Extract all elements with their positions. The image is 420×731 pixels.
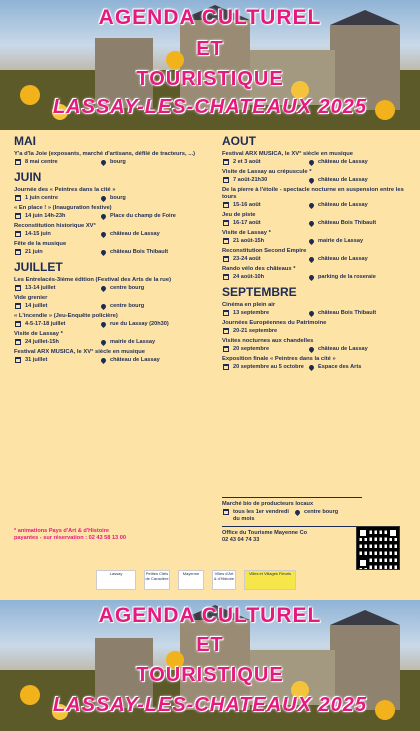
event-place: rue du Lassay (20h30) bbox=[110, 321, 169, 327]
reservation-note bbox=[14, 528, 214, 542]
location-pin-icon bbox=[307, 346, 315, 352]
event-item bbox=[14, 349, 214, 364]
event-title: Jeu de piste bbox=[222, 212, 256, 218]
location-pin-icon bbox=[307, 310, 315, 316]
event-place: mairie de Lassay bbox=[110, 339, 156, 345]
event-item bbox=[222, 151, 418, 166]
calendar-icon bbox=[222, 274, 230, 280]
footer-title-line1: AGENDA CULTUREL bbox=[98, 604, 322, 627]
header-title-line4: LASSAY-LES-CHATEAUX 2025 bbox=[52, 96, 368, 118]
event-place: bourg bbox=[110, 159, 126, 165]
event-date: 13 septembre bbox=[233, 310, 270, 316]
event-date: 24 juillet-15h bbox=[25, 339, 59, 345]
event-date: 4-5-17-18 juillet bbox=[25, 321, 66, 327]
event-title: Rando vélo des châteaux * bbox=[222, 266, 296, 272]
event-title: Visite de Lassay * bbox=[14, 331, 63, 337]
market-date: tous les 1er vendredi du mois bbox=[233, 509, 289, 522]
event-item bbox=[14, 277, 214, 292]
calendar-icon bbox=[222, 159, 230, 165]
event-place: château Bois Thibault bbox=[110, 249, 169, 255]
calendar-icon bbox=[14, 285, 22, 291]
calendar-icon bbox=[222, 328, 230, 334]
event-title: Journées Européennes du Patrimoine bbox=[222, 320, 327, 326]
calendar-icon bbox=[14, 213, 22, 219]
event-date: 14 juin 14h-23h bbox=[25, 213, 66, 219]
event-place: château de Lassay bbox=[318, 177, 368, 183]
event-date: 2 et 3 août bbox=[233, 159, 261, 165]
event-date: 7 août-21h30 bbox=[233, 177, 268, 183]
calendar-icon bbox=[14, 303, 22, 309]
event-date: 31 juillet bbox=[25, 357, 48, 363]
location-pin-icon bbox=[99, 285, 107, 291]
calendar-icon bbox=[14, 339, 22, 345]
footer-banner bbox=[0, 600, 420, 731]
divider bbox=[222, 526, 362, 527]
event-item bbox=[14, 295, 214, 310]
logo-villes-fleuris: Villes et Villages Fleuris bbox=[244, 570, 296, 590]
event-place: château Bois Thibault bbox=[318, 220, 377, 226]
event-title: Visites nocturnes aux chandelles bbox=[222, 338, 314, 344]
event-date: 20-21 septembre bbox=[233, 328, 278, 334]
left-column bbox=[14, 130, 214, 364]
calendar-icon bbox=[222, 364, 230, 370]
calendar-icon bbox=[222, 310, 230, 316]
event-place: château Bois Thibault bbox=[318, 310, 377, 316]
month-heading-septembre: SEPTEMBRE bbox=[222, 285, 297, 299]
event-title: Festival ARX MUSICA, le XV° siècle en musique bbox=[14, 349, 145, 355]
event-date: 16-17 août bbox=[233, 220, 261, 226]
event-date: 8 mai centre bbox=[25, 159, 58, 165]
calendar-icon bbox=[14, 357, 22, 363]
market-title: Marché bio de producteurs locaux bbox=[222, 501, 314, 507]
event-place: château de Lassay bbox=[110, 357, 160, 363]
partner-logos bbox=[96, 570, 306, 592]
event-place: parking de la roseraie bbox=[318, 274, 376, 280]
location-pin-icon bbox=[307, 177, 315, 183]
month-heading-juillet: JUILLET bbox=[14, 260, 63, 274]
event-item bbox=[222, 338, 418, 353]
event-title: Cinéma en plein air bbox=[222, 302, 276, 308]
header-banner bbox=[0, 0, 420, 130]
location-pin-icon bbox=[99, 339, 107, 345]
logo-petites-cites: Petites Cités de Caractère bbox=[144, 570, 170, 590]
event-title: Festival ARX MUSICA, le XV° siècle en musique bbox=[222, 151, 353, 157]
event-title: Vide grenier bbox=[14, 295, 48, 301]
event-item bbox=[14, 151, 214, 166]
event-item bbox=[222, 320, 418, 335]
location-pin-icon bbox=[99, 159, 107, 165]
event-item bbox=[222, 248, 418, 263]
right-column bbox=[222, 130, 418, 371]
event-item bbox=[14, 187, 214, 202]
event-item bbox=[14, 241, 214, 256]
location-pin-icon bbox=[99, 231, 107, 237]
calendar-icon bbox=[222, 220, 230, 226]
location-pin-icon bbox=[307, 202, 315, 208]
event-title: « L'incendie » (Jeu-Enquête policière) bbox=[14, 313, 118, 319]
event-date: 20 septembre bbox=[233, 346, 270, 352]
event-date: 21 juin bbox=[25, 249, 43, 255]
event-place: Espace des Arts bbox=[318, 364, 362, 370]
event-item bbox=[222, 266, 418, 281]
event-place: château de Lassay bbox=[318, 202, 368, 208]
calendar-icon bbox=[14, 231, 22, 237]
footer-title-line4: LASSAY-LES-CHATEAUX 2025 bbox=[52, 694, 368, 716]
header-title-line2: ET bbox=[196, 38, 224, 60]
header-title-line1: AGENDA CULTUREL bbox=[98, 6, 322, 29]
event-item bbox=[222, 212, 418, 227]
event-item bbox=[222, 302, 418, 317]
calendar-icon bbox=[222, 238, 230, 244]
location-pin-icon bbox=[293, 509, 301, 515]
event-date: 1 juin centre bbox=[25, 195, 58, 201]
event-date: 15-16 août bbox=[233, 202, 261, 208]
location-pin-icon bbox=[99, 213, 107, 219]
location-pin-icon bbox=[307, 159, 315, 165]
event-date: 23-24 août bbox=[233, 256, 261, 262]
event-place: château de Lassay bbox=[318, 256, 368, 262]
event-place: mairie de Lassay bbox=[318, 238, 364, 244]
event-title: Y'a d'la Joie (exposants, marché d'artisans, défilé de tracteurs, ...) bbox=[14, 151, 196, 157]
event-item bbox=[14, 223, 214, 238]
event-date: 13-14 juillet bbox=[25, 285, 56, 291]
event-title: Fête de la musique bbox=[14, 241, 67, 247]
calendar-icon bbox=[222, 509, 230, 515]
event-item bbox=[222, 356, 418, 371]
location-pin-icon bbox=[307, 220, 315, 226]
event-place: château de Lassay bbox=[110, 231, 160, 237]
footer-title-line2: ET bbox=[196, 634, 224, 656]
event-title: Visite de Lassay au crépuscule * bbox=[222, 169, 312, 175]
event-date: 14 juillet bbox=[25, 303, 48, 309]
office-name: Office du Tourisme Mayenne Co bbox=[222, 530, 308, 536]
calendar-icon bbox=[14, 195, 22, 201]
calendar-icon bbox=[222, 346, 230, 352]
event-item bbox=[222, 230, 418, 245]
calendar-icon bbox=[222, 256, 230, 262]
calendar-icon bbox=[14, 159, 22, 165]
event-date: 14-15 juin bbox=[25, 231, 51, 237]
divider bbox=[222, 497, 362, 498]
event-item bbox=[14, 205, 214, 220]
note-line2: payantes - sur réservation : 02 43 58 13 00 bbox=[14, 535, 126, 541]
calendar-icon bbox=[222, 177, 230, 183]
event-item bbox=[14, 313, 214, 328]
event-place: bourg bbox=[110, 195, 126, 201]
event-date: 24 août-10h bbox=[233, 274, 265, 280]
logo-mayenne: Mayenne bbox=[178, 570, 204, 590]
event-date: 20 septembre au 5 octobre bbox=[233, 364, 304, 370]
event-place: Place du champ de Foire bbox=[110, 213, 176, 219]
event-title: Exposition finale « Peintres dans la cité » bbox=[222, 356, 336, 362]
event-place: château de Lassay bbox=[318, 159, 368, 165]
event-place: centre bourg bbox=[110, 285, 145, 291]
logo-lassay: Lassay bbox=[96, 570, 136, 590]
note-line1: * animations Pays d'Art & d'Histoire bbox=[14, 528, 109, 534]
footer-title-line3: TOURISTIQUE bbox=[136, 664, 284, 686]
event-title: « En place ! » (Inauguration festive) bbox=[14, 205, 112, 211]
month-heading-juin: JUIN bbox=[14, 170, 42, 184]
qr-code[interactable] bbox=[356, 526, 400, 570]
month-heading-aout: AOUT bbox=[222, 134, 256, 148]
location-pin-icon bbox=[99, 357, 107, 363]
event-title: De la pierre à l'étoile - spectacle nocturne en suspension entre les tours bbox=[222, 187, 404, 200]
event-title: Journée des « Peintres dans la cité » bbox=[14, 187, 116, 193]
logo-villes-art-histoire: Villes d'Art & d'Histoire bbox=[212, 570, 236, 590]
event-title: Visite de Lassay * bbox=[222, 230, 271, 236]
event-title: Reconstitution historique XV° bbox=[14, 223, 96, 229]
calendar-icon bbox=[14, 321, 22, 327]
location-pin-icon bbox=[307, 238, 315, 244]
event-place: centre bourg bbox=[110, 303, 145, 309]
event-item bbox=[222, 187, 418, 209]
location-pin-icon bbox=[307, 364, 315, 370]
location-pin-icon bbox=[99, 303, 107, 309]
event-date: 21 août-15h bbox=[233, 238, 265, 244]
location-pin-icon bbox=[99, 321, 107, 327]
event-place: château de Lassay bbox=[318, 346, 368, 352]
location-pin-icon bbox=[307, 256, 315, 262]
agenda-panel bbox=[0, 130, 420, 600]
location-pin-icon bbox=[99, 195, 107, 201]
market-place: centre bourg bbox=[304, 509, 339, 515]
calendar-icon bbox=[14, 249, 22, 255]
location-pin-icon bbox=[307, 274, 315, 280]
event-item bbox=[14, 331, 214, 346]
location-pin-icon bbox=[99, 249, 107, 255]
month-heading-mai: MAI bbox=[14, 134, 36, 148]
event-item bbox=[222, 169, 418, 184]
office-phone: 02 43 04 74 33 bbox=[222, 537, 260, 543]
calendar-icon bbox=[222, 202, 230, 208]
header-title-line3: TOURISTIQUE bbox=[136, 68, 284, 90]
event-title: Les Entrelacés-3ième édition (Festival des Arts de la rue) bbox=[14, 277, 172, 283]
event-title: Reconstitution Second Empire bbox=[222, 248, 307, 254]
